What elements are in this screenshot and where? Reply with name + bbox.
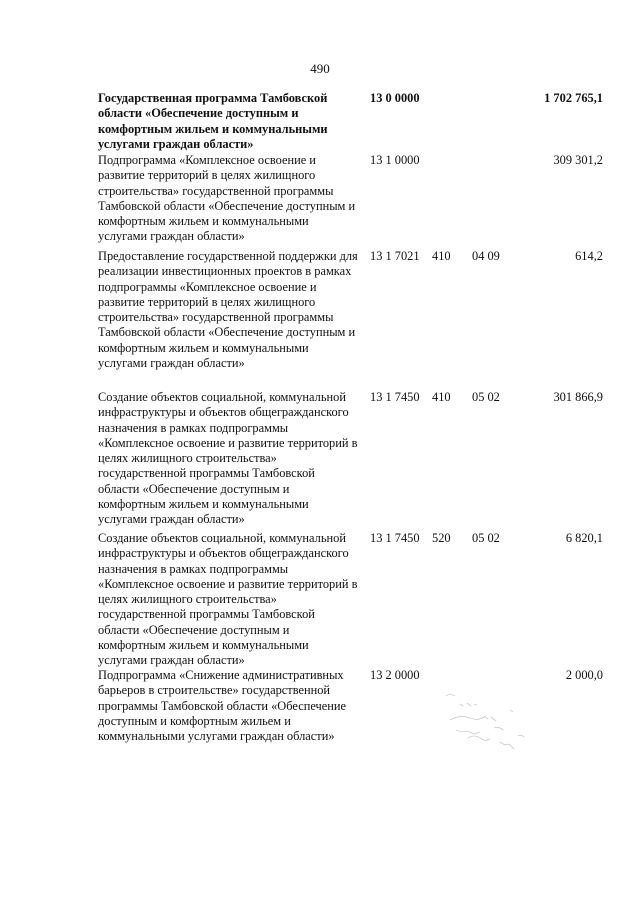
table-row [98, 249, 603, 390]
row-amount: 309 301,2 [553, 153, 603, 167]
row-amount: 301 866,9 [553, 390, 603, 404]
row-code: 13 1 0000 [370, 153, 420, 167]
row-name: Создание объектов социальной, коммунальной инфраструктуры и объектов общегражданского назначения в рамках подпрограммы «Комплексное освоение и развитие территорий в целях жилищного строительства» государственной программы Тамбовской области «Обеспечение доступным и комфортным жильем и коммунальными услугами граждан области» [98, 390, 358, 527]
table-row [98, 153, 603, 249]
row-code: 13 2 0000 [370, 668, 420, 682]
page-number: 490 [310, 61, 330, 76]
row-amount: 614,2 [575, 249, 603, 263]
row-name: Подпрограмма «Снижение административных барьеров в строительстве» государственной программы Тамбовской области «Обеспечение доступным и комфортным жильем и коммунальными услугами граждан области» [98, 668, 347, 744]
row-name: Подпрограмма «Комплексное освоение и развитие территорий в целях жилищного строительства» государственной программы Тамбовской области «Обеспечение доступным и комфортным жильем и коммунальными услугами граждан области» [98, 153, 356, 244]
row-name: Создание объектов социальной, коммунальной инфраструктуры и объектов общегражданского назначения в рамках подпрограммы «Комплексное освоение и развитие территорий в целях жилищного строительства» государственной программы Тамбовской области «Обеспечение доступным и комфортным жильем и коммунальными услугами граждан области» [98, 531, 358, 668]
row-amount: 6 820,1 [565, 531, 603, 545]
table-row [98, 390, 603, 531]
budget-table [98, 91, 603, 768]
row-amount: 2 000,0 [565, 668, 603, 682]
row-section: 04 09 [472, 249, 500, 263]
row-name: Государственная программа Тамбовской области «Обеспечение доступным и комфортным жильем и коммунальными услугами граждан области» [98, 91, 328, 151]
row-code: 13 1 7021 [370, 249, 420, 263]
row-code: 13 1 7450 [370, 531, 420, 545]
row-code: 13 0 0000 [370, 91, 420, 105]
table-row [98, 91, 603, 153]
row-section: 05 02 [472, 390, 500, 404]
table-row [98, 531, 603, 668]
row-section: 05 02 [472, 531, 500, 545]
faint-stamp-mark [440, 690, 530, 760]
row-code: 13 1 7450 [370, 390, 420, 404]
row-expense-type: 410 [432, 249, 451, 263]
row-name: Предоставление государственной поддержки для реализации инвестиционных проектов в рамках подпрограммы «Комплексное освоение и развитие территорий в целях жилищного строительства» государственной программы Тамбовской области «Обеспечение доступным и комфортным жильем и коммунальными услугами граждан области» [98, 249, 358, 371]
row-expense-type: 410 [432, 390, 451, 404]
row-amount: 1 702 765,1 [544, 91, 603, 105]
row-expense-type: 520 [432, 531, 451, 545]
